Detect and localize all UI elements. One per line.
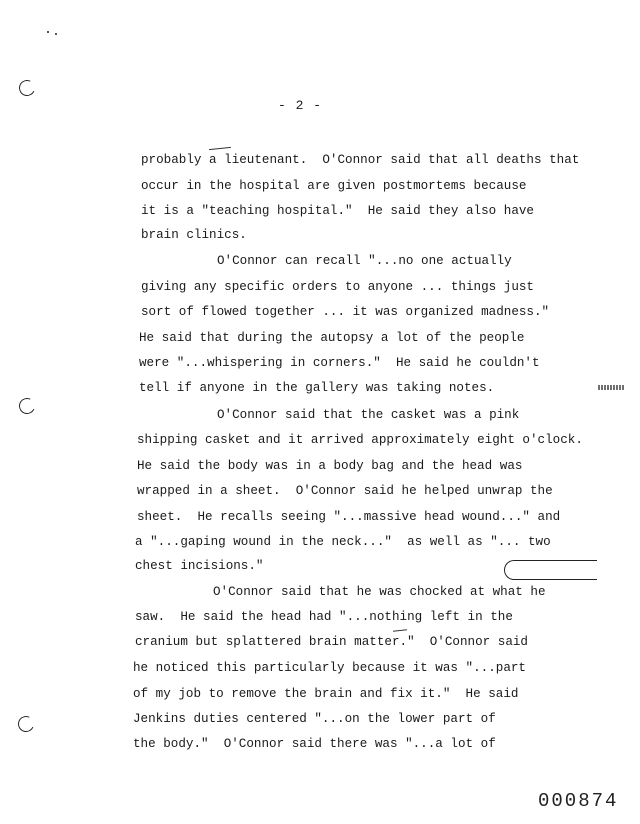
text-line: O'Connor said that he was chocked at what he xyxy=(213,585,546,599)
document-id-stamp: 000874 xyxy=(538,790,619,812)
pen-overmark xyxy=(209,147,231,151)
text-line: giving any specific orders to anyone ... things just xyxy=(141,280,534,294)
text-line: He said that during the autopsy a lot of the people xyxy=(139,331,525,345)
text-line: a "...gaping wound in the neck..." as well as "... two xyxy=(135,535,551,549)
text-line: tell if anyone in the gallery was taking notes. xyxy=(139,381,495,395)
text-line: probably a lieutenant. O'Connor said that all deaths that xyxy=(141,153,580,167)
text-line: Jenkins duties centered "...on the lower part of xyxy=(133,712,496,726)
text-line: He said the body was in a body bag and the head was xyxy=(137,459,523,473)
text-line: the body." O'Connor said there was "...a lot of xyxy=(133,737,496,751)
text-line: chest incisions." xyxy=(135,559,264,573)
text-line: occur in the hospital are given postmortems because xyxy=(141,179,527,193)
text-line: of my job to remove the brain and fix it." He said xyxy=(133,687,519,701)
text-line: sheet. He recalls seeing "...massive head wound..." and xyxy=(137,510,561,524)
text-line: shipping casket and it arrived approximately eight o'clock. xyxy=(137,433,583,447)
text-line: saw. He said the head had "...nothing left in the xyxy=(135,610,513,624)
punch-hole-icon xyxy=(17,78,38,99)
text-line: O'Connor can recall "...no one actually xyxy=(217,254,512,268)
margin-smudge xyxy=(598,385,624,390)
text-line: he noticed this particularly because it was "...part xyxy=(133,661,526,675)
text-line: sort of flowed together ... it was organized madness." xyxy=(141,305,550,319)
text-line: O'Connor said that the casket was a pink xyxy=(217,408,520,422)
punch-hole-icon xyxy=(16,714,37,735)
text-line: it is a "teaching hospital." He said they also have xyxy=(141,204,534,218)
text-line: cranium but splattered brain matter." O'Connor said xyxy=(135,635,528,649)
text-line: wrapped in a sheet. O'Connor said he helped unwrap the xyxy=(137,484,553,498)
punch-hole-icon xyxy=(17,396,38,417)
text-line: brain clinics. xyxy=(141,228,247,242)
scan-speck xyxy=(55,33,57,35)
scan-speck xyxy=(47,31,49,33)
margin-bracket-mark xyxy=(504,560,597,580)
text-line: were "...whispering in corners." He said he couldn't xyxy=(139,356,540,370)
page-number: - 2 - xyxy=(277,98,322,113)
pen-overmark xyxy=(393,629,407,632)
